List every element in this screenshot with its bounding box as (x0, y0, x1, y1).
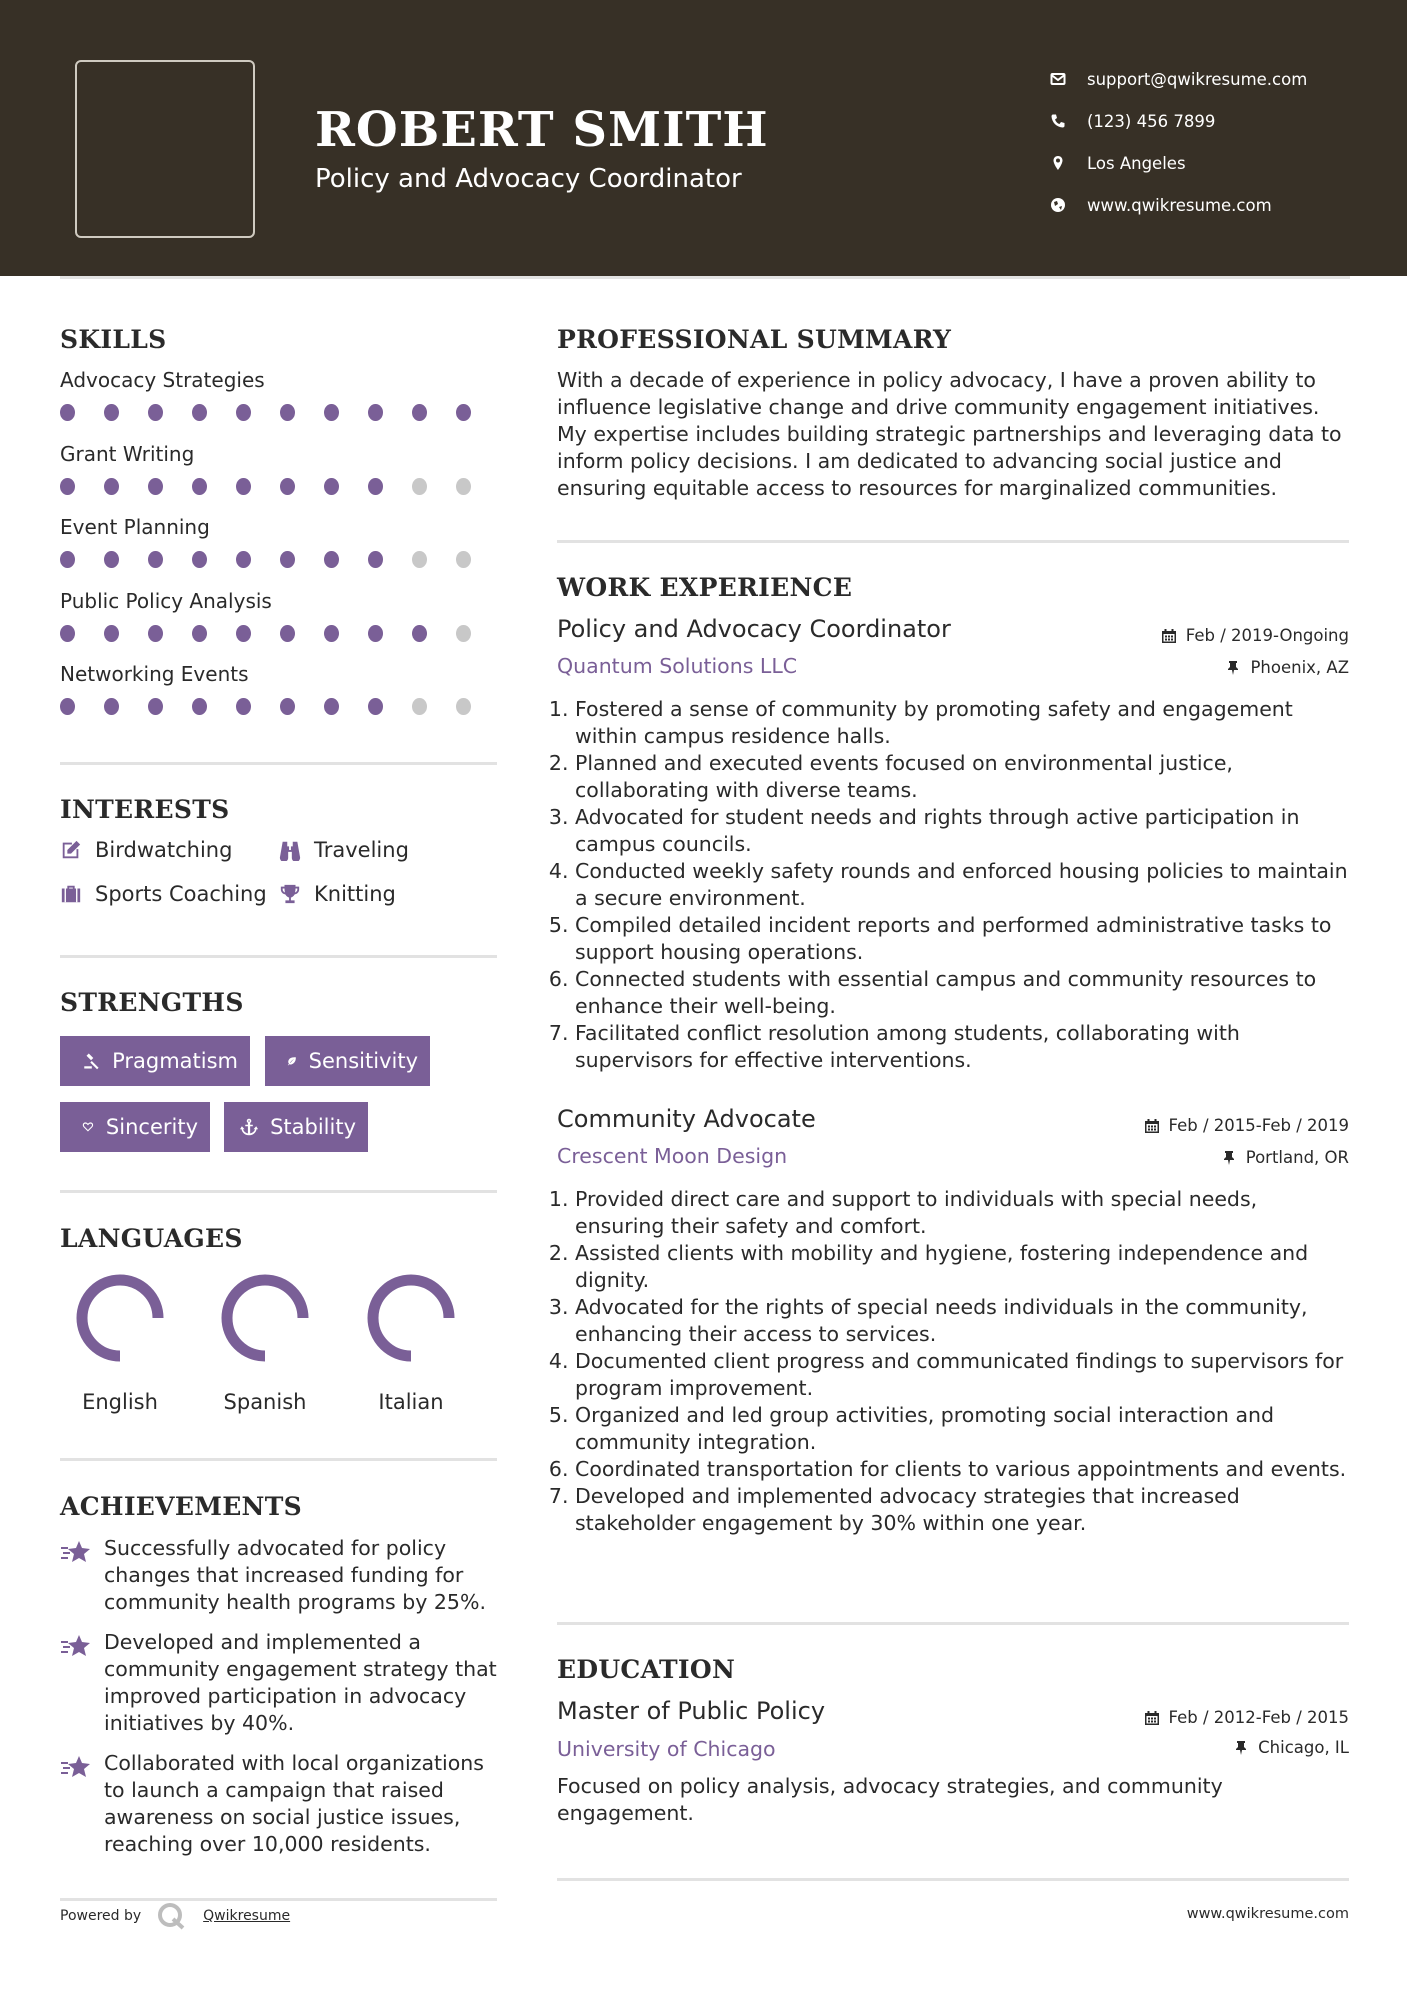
education-location (1233, 1738, 1349, 1757)
language-proficiency-arc (82, 1280, 158, 1356)
skill-rating (60, 478, 500, 495)
powered-by-label: Powered by (60, 1908, 142, 1924)
rating-dot-filled (148, 478, 163, 495)
rating-dot-filled (192, 625, 207, 642)
skill-rating (60, 551, 500, 568)
interest-label: Sports Coaching (95, 882, 267, 906)
pushpin-icon (1225, 660, 1241, 676)
job-location-text: Phoenix, AZ (1250, 658, 1349, 677)
rating-dot-filled (324, 625, 339, 642)
summary-heading: PROFESSIONAL SUMMARY (557, 325, 952, 354)
pushpin-icon (1221, 1150, 1237, 1166)
strength-tag (265, 1036, 430, 1086)
rating-dot-empty (456, 625, 471, 642)
duty-item: 3. Advocated for student needs and rights through active participation in campus councils. (575, 804, 1350, 858)
strengths-heading: STRENGTHS (60, 988, 244, 1017)
duty-item: 1. Provided direct care and support to individuals with special needs, ensuring their safety and comfort. (575, 1186, 1350, 1240)
contact-location (1050, 142, 1307, 184)
rating-dot-filled (192, 404, 207, 421)
rating-dot-filled (324, 698, 339, 715)
contact-website[interactable] (1050, 184, 1307, 226)
leaf-icon (287, 1050, 297, 1072)
job-location (1225, 658, 1349, 677)
job-dates (1144, 1116, 1349, 1135)
interest-item (60, 838, 232, 862)
pushpin-icon (1233, 1740, 1249, 1756)
degree-title: Master of Public Policy (557, 1697, 826, 1725)
achievements-heading: ACHIEVEMENTS (60, 1492, 302, 1521)
rating-dot-empty (412, 551, 427, 568)
gavel-icon (82, 1050, 100, 1072)
location-text: Los Angeles (1087, 153, 1186, 173)
email-text: support@qwikresume.com (1087, 69, 1308, 89)
achievement-text: Successfully advocated for policy changes that increased funding for community health programs by 25%. (104, 1536, 486, 1614)
binoculars-icon (279, 839, 301, 861)
language-item (351, 1272, 471, 1414)
education-description: Focused on policy analysis, advocacy strategies, and community engagement. (557, 1774, 1223, 1825)
language-label: Italian (378, 1390, 444, 1414)
summary-text: With a decade of experience in policy advocacy, I have a proven ability to influence legislative change and drive community engagement initiatives. My expertise includes building strategic partnerships and leveraging data to inform policy decisions. I am dedicated to advancing social justice and ensuring equitable access to resources for marginalized communities. (557, 368, 1342, 500)
rating-dot-filled (324, 404, 339, 421)
phone-icon (1050, 113, 1066, 129)
rating-dot-filled (368, 698, 383, 715)
rating-dot-filled (236, 478, 251, 495)
rating-dot-filled (192, 478, 207, 495)
job-duties (575, 1186, 1350, 1537)
strength-tag (60, 1036, 250, 1086)
education-heading: EDUCATION (557, 1655, 736, 1684)
language-proficiency-arc (373, 1280, 449, 1356)
duty-item: 7. Developed and implemented advocacy strategies that increased stakeholder engagement by 30% within one year. (575, 1483, 1350, 1537)
rating-dot-filled (148, 698, 163, 715)
language-proficiency-ring (219, 1272, 311, 1364)
job-title: Community Advocate (557, 1105, 816, 1133)
skill-item (60, 662, 500, 715)
skill-item (60, 368, 500, 421)
rating-dot-filled (148, 551, 163, 568)
company-name: Quantum Solutions LLC (557, 654, 798, 678)
achievement-text: Collaborated with local organizations to launch a campaign that raised awareness on social justice issues, reaching over 10,000 residents. (104, 1751, 484, 1856)
rating-dot-filled (60, 625, 75, 642)
language-label: Spanish (223, 1390, 307, 1414)
duty-item: 4. Documented client progress and communicated findings to supervisors for program improvement. (575, 1348, 1350, 1402)
achievement-item (60, 1629, 505, 1737)
interests-heading: INTERESTS (60, 795, 230, 824)
achievement-item (60, 1535, 505, 1616)
contact-email[interactable] (1050, 58, 1307, 100)
map-pin-icon (1050, 155, 1066, 171)
strength-label: Sincerity (105, 1115, 198, 1139)
rating-dot-filled (412, 404, 427, 421)
website-text: www.qwikresume.com (1087, 195, 1272, 215)
strength-tag (224, 1102, 368, 1152)
skill-item (60, 515, 500, 568)
achievement-text: Developed and implemented a community engagement strategy that improved participation in advocacy initiatives by 40%. (104, 1630, 497, 1735)
rating-dot-filled (60, 404, 75, 421)
education-dates (1144, 1708, 1349, 1727)
strength-label: Sensitivity (308, 1049, 418, 1073)
rating-dot-empty (456, 478, 471, 495)
skill-item (60, 442, 500, 495)
interest-label: Traveling (314, 838, 409, 862)
achievement-item (60, 1750, 505, 1858)
profile-photo-frame (75, 60, 255, 238)
heart-icon (82, 1116, 94, 1138)
rating-dot-filled (148, 404, 163, 421)
experience-divider (557, 1622, 1349, 1625)
rating-dot-filled (104, 698, 119, 715)
rating-dot-filled (104, 625, 119, 642)
rating-dot-filled (236, 404, 251, 421)
skill-name: Event Planning (60, 515, 210, 539)
rating-dot-filled (236, 551, 251, 568)
calendar-icon (1144, 1118, 1160, 1134)
shooting-star-icon (60, 1633, 92, 1659)
job-duties (575, 696, 1350, 1074)
language-proficiency-arc (227, 1280, 303, 1356)
job-dates-text: Feb / 2015-Feb / 2019 (1168, 1116, 1349, 1135)
interests-divider (60, 955, 497, 958)
duty-item: 6. Coordinated transportation for clients to various appointments and events. (575, 1456, 1350, 1483)
skill-item (60, 589, 500, 642)
job-title: Policy and Advocacy Coordinator (557, 615, 951, 643)
job-location (1221, 1148, 1349, 1167)
rating-dot-filled (104, 478, 119, 495)
envelope-icon (1050, 71, 1066, 87)
interest-item (279, 838, 409, 862)
header-divider (60, 276, 1350, 279)
globe-icon (1050, 197, 1066, 213)
rating-dot-filled (280, 625, 295, 642)
languages-heading: LANGUAGES (60, 1224, 243, 1253)
language-item (60, 1272, 180, 1414)
rating-dot-filled (368, 551, 383, 568)
rating-dot-filled (236, 625, 251, 642)
skills-divider (60, 762, 497, 765)
skill-name: Advocacy Strategies (60, 368, 265, 392)
strengths-divider (60, 1190, 497, 1193)
language-proficiency-ring (365, 1272, 457, 1364)
duty-item: 6. Connected students with essential campus and community resources to enhance their well-being. (575, 966, 1350, 1020)
contact-info (1050, 58, 1307, 226)
duty-item: 1. Fostered a sense of community by promoting safety and engagement within campus residence halls. (575, 696, 1350, 750)
rating-dot-filled (192, 698, 207, 715)
rating-dot-filled (60, 478, 75, 495)
shooting-star-icon (60, 1754, 92, 1780)
skill-name: Grant Writing (60, 442, 195, 466)
interest-item (279, 882, 396, 906)
candidate-name: ROBERT SMITH (315, 102, 769, 158)
rating-dot-filled (412, 625, 427, 642)
contact-phone[interactable] (1050, 100, 1307, 142)
rating-dot-filled (280, 551, 295, 568)
skill-name: Networking Events (60, 662, 249, 686)
skill-rating (60, 625, 500, 642)
qwikresume-logo-icon (155, 1900, 187, 1932)
rating-dot-filled (192, 551, 207, 568)
footer-website[interactable]: www.qwikresume.com (1186, 1906, 1349, 1922)
school-name: University of Chicago (557, 1737, 776, 1761)
duty-item: 2. Planned and executed events focused on environmental justice, collaborating with diverse teams. (575, 750, 1350, 804)
phone-text: (123) 456 7899 (1087, 111, 1216, 131)
calendar-icon (1144, 1710, 1160, 1726)
rating-dot-filled (104, 404, 119, 421)
rating-dot-filled (324, 551, 339, 568)
interest-label: Knitting (314, 882, 396, 906)
company-name: Crescent Moon Design (557, 1144, 788, 1168)
rating-dot-filled (104, 551, 119, 568)
duty-item: 4. Conducted weekly safety rounds and enforced housing policies to maintain a secure environment. (575, 858, 1350, 912)
experience-heading: WORK EXPERIENCE (557, 573, 853, 602)
suitcase-icon (60, 883, 82, 905)
rating-dot-filled (280, 698, 295, 715)
trophy-icon (279, 883, 301, 905)
skill-rating (60, 404, 500, 421)
edit-icon (60, 839, 82, 861)
rating-dot-filled (60, 698, 75, 715)
rating-dot-filled (236, 698, 251, 715)
rating-dot-filled (280, 478, 295, 495)
strength-tag (60, 1102, 210, 1152)
rating-dot-filled (280, 404, 295, 421)
duty-item: 5. Compiled detailed incident reports and performed administrative tasks to support housing operations. (575, 912, 1350, 966)
education-divider (557, 1878, 1349, 1881)
rating-dot-filled (456, 404, 471, 421)
qwikresume-link[interactable]: Qwikresume (203, 1908, 291, 1924)
rating-dot-empty (456, 551, 471, 568)
resume-header (0, 0, 1407, 276)
rating-dot-empty (456, 698, 471, 715)
candidate-title: Policy and Advocacy Coordinator (315, 164, 742, 194)
powered-by (60, 1900, 290, 1932)
languages-divider (60, 1458, 497, 1461)
calendar-icon (1161, 628, 1177, 644)
rating-dot-filled (368, 404, 383, 421)
language-proficiency-ring (74, 1272, 166, 1364)
rating-dot-filled (148, 625, 163, 642)
language-item (205, 1272, 325, 1414)
rating-dot-filled (324, 478, 339, 495)
job-dates (1161, 626, 1349, 645)
job-dates-text: Feb / 2019-Ongoing (1185, 626, 1349, 645)
duty-item: 3. Advocated for the rights of special needs individuals in the community, enhancing their access to services. (575, 1294, 1350, 1348)
duty-item: 7. Facilitated conflict resolution among students, collaborating with supervisors for effective interventions. (575, 1020, 1350, 1074)
interest-label: Birdwatching (95, 838, 233, 862)
skill-rating (60, 698, 500, 715)
skill-name: Public Policy Analysis (60, 589, 272, 613)
shooting-star-icon (60, 1539, 92, 1565)
job-location-text: Portland, OR (1245, 1148, 1349, 1167)
rating-dot-filled (368, 625, 383, 642)
education-location-text: Chicago, IL (1258, 1738, 1349, 1757)
summary-divider (557, 540, 1349, 543)
strength-label: Stability (270, 1115, 356, 1139)
rating-dot-empty (412, 478, 427, 495)
duty-item: 2. Assisted clients with mobility and hygiene, fostering independence and dignity. (575, 1240, 1350, 1294)
rating-dot-filled (60, 551, 75, 568)
interest-item (60, 882, 267, 906)
language-label: English (82, 1390, 158, 1414)
rating-dot-empty (412, 698, 427, 715)
duty-item: 5. Organized and led group activities, promoting social interaction and community integration. (575, 1402, 1350, 1456)
anchor-icon (240, 1116, 258, 1138)
education-dates-text: Feb / 2012-Feb / 2015 (1168, 1708, 1349, 1727)
skills-heading: SKILLS (60, 325, 167, 354)
rating-dot-filled (368, 478, 383, 495)
strength-label: Pragmatism (112, 1049, 238, 1073)
